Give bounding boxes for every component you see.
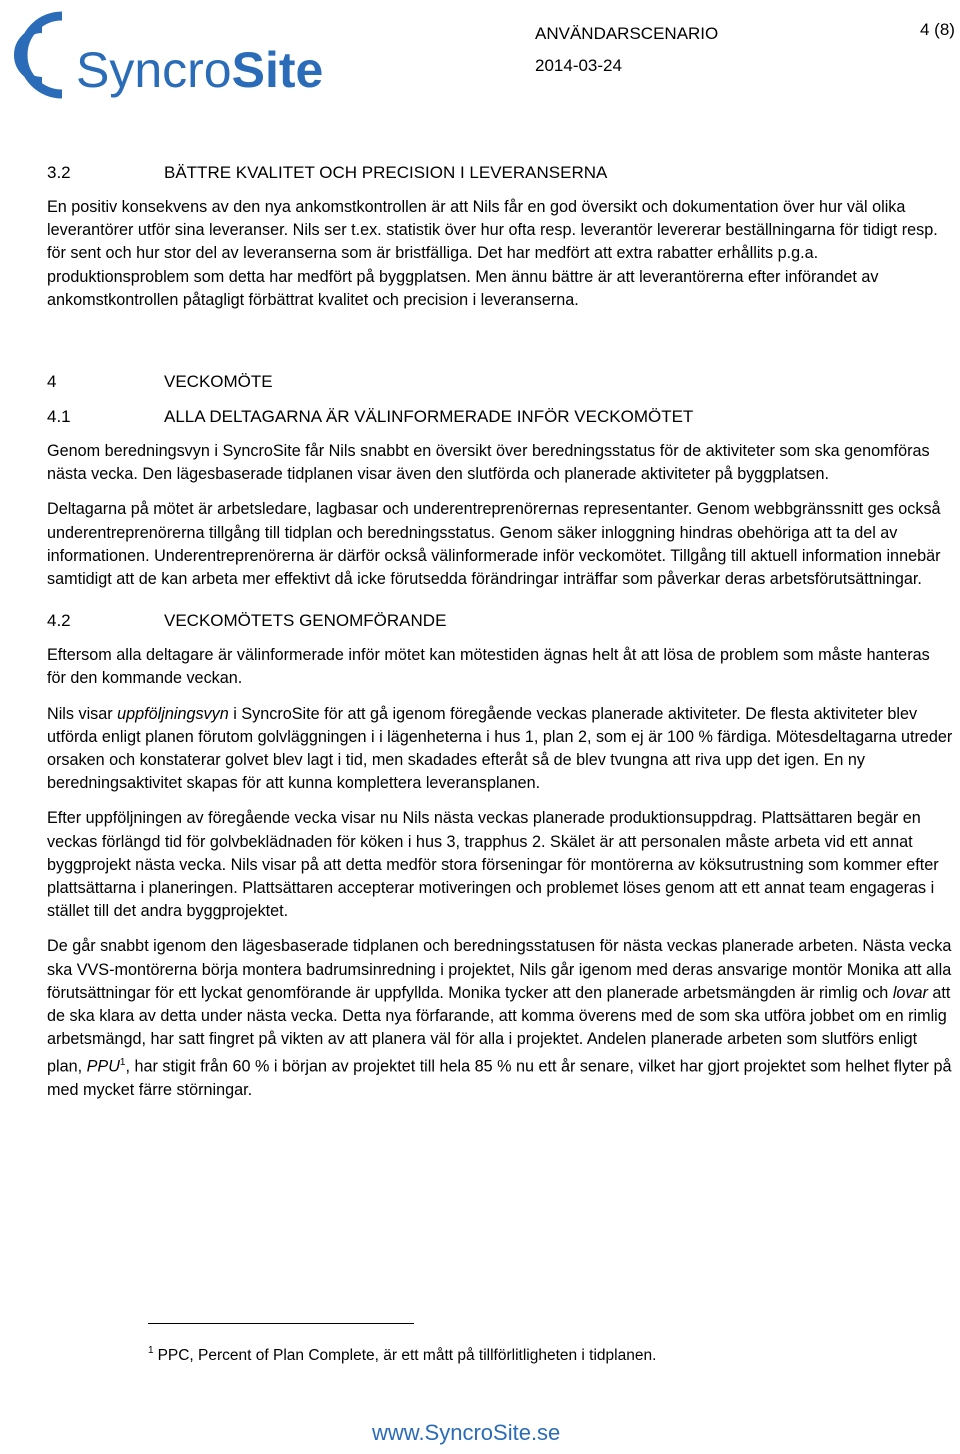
header-meta bbox=[535, 18, 718, 82]
heading-4-2 bbox=[47, 609, 953, 633]
footer-website-link[interactable]: www.SyncroSite.se bbox=[372, 1420, 561, 1445]
document-body bbox=[47, 161, 953, 1102]
footnote-reference[interactable]: 1 bbox=[119, 1057, 126, 1069]
emphasis-text: PPU bbox=[86, 1057, 120, 1076]
page-number: 4 (8) bbox=[920, 20, 955, 39]
syncrosite-logo bbox=[0, 4, 350, 104]
heading-3-2 bbox=[47, 161, 953, 185]
text-run: , har stigit från 60 % i början av projektet till hela 85 % nu ett år senare, vilket har gjort projektet som helhet flyter på med mycket färre störningar. bbox=[47, 1057, 952, 1100]
paragraph: Deltagarna på mötet är arbetsledare, lagbasar och underentreprenörernas representanter. Genom webbgränssnitt ges också underentreprenörerna tillgång till tidplan och beredningsstatus. Genom säker inloggning hindras obehöriga att ta del av informationen. Underentreprenörerna är därför också välinformerade inför veckomötet. Tillgång till aktuell information innebär samtidigt att de kan arbeta mer effektivt då icke förutsedda förändringar inträffar som påverkar deras arbetsförutsättningar. bbox=[47, 500, 941, 589]
svg-text:SyncroSite bbox=[76, 42, 323, 98]
heading-4 bbox=[47, 370, 953, 394]
paragraph bbox=[47, 935, 953, 1102]
doc-date: 2014-03-24 bbox=[535, 56, 622, 75]
logo-text-plain: Syncro bbox=[76, 42, 232, 98]
paragraph: En positiv konsekvens av den nya ankomstkontrollen är att Nils får en god översikt och dokumentation över hur väl olika leverantörer utför sina leveranser. Nils ser t.ex. statistik över hur ofta resp. leverantör levererar beställningarna för tidigt resp. för sent och hur stor del av leveranserna som är bristfälliga. Det har medfört att extra rabatter erhållits p.g.a. produktionsproblem som detta har medfört på byggplatsen. Men ännu bättre är att leverantörerna efter införandet av ankomstkontrollen påtagligt förbättrat kvalitet och precision i leveranserna. bbox=[47, 198, 938, 309]
paragraph: Efter uppföljningen av föregående vecka visar nu Nils nästa veckas planerade produktionsuppdrag. Plattsättaren begär en veckas förlängd tid för golvbeklädnaden för köken i hus 3, trapphus 2. Skälet är att personalen måste arbeta vid ett annat byggprojekt nästa vecka. Nils visar på att detta medför stora förseningar för montörerna av köksutrustning som kommer efter plattsättarna i planeringen. Plattsättaren accepterar motiveringen och problemet löses genom att ett annat team engageras i stället till det andra byggprojektet. bbox=[47, 809, 939, 921]
doc-type: ANVÄNDARSCENARIO bbox=[535, 24, 719, 43]
heading-4-1 bbox=[47, 405, 953, 429]
heading-number: 4.1 bbox=[47, 407, 71, 427]
text-run: De går snabbt igenom den lägesbaserade tidplanen och beredningsstatusen för nästa veckas planerade arbeten. Nästa vecka ska VVS-montörerna börja montera badrumsinredning i projektet, Nils går igenom med deras ansvarige montör Monika att alla förutsättningar för ett lyckat genomförande är uppfyllda. Monika tycker att den planerade arbetsmängden är rimlig och bbox=[47, 937, 952, 1002]
syncrosite-logo-icon bbox=[0, 4, 350, 104]
footnote-number: 1 bbox=[148, 1345, 154, 1356]
emphasis-text: uppföljningsvyn bbox=[117, 704, 229, 723]
footnote bbox=[148, 1340, 656, 1367]
heading-number: 4.2 bbox=[47, 611, 71, 631]
text-run: att de ska klara av detta under nästa vecka. Detta nya förfarande, att komma överens med de som ska utföra jobbet om en rimlig arbetsmängd, har satt fingret på vikten av att planera väl för alla i projektet. Andelen planerade arbeten som slutförs enligt plan, bbox=[47, 983, 951, 1076]
footnote-text: PPC, Percent of Plan Complete, är ett mått på tillförlitligheten i tidplanen. bbox=[157, 1347, 657, 1364]
footnote-separator bbox=[148, 1323, 414, 1324]
paragraph bbox=[47, 703, 953, 796]
heading-title: VECKOMÖTETS GENOMFÖRANDE bbox=[164, 611, 447, 631]
emphasis-text: lovar bbox=[892, 983, 928, 1002]
paragraph: Eftersom alla deltagare är välinformerade inför mötet kan mötestiden ägnas helt åt att lösa de problem som måste hanteras för den kommande veckan. bbox=[47, 646, 930, 688]
heading-number: 3.2 bbox=[47, 163, 71, 182]
heading-title: VECKOMÖTE bbox=[164, 372, 273, 392]
logo-text-bold: Site bbox=[231, 42, 324, 98]
heading-title: BÄTTRE KVALITET OCH PRECISION I LEVERANSERNA bbox=[164, 163, 608, 182]
text-run: i SyncroSite för att gå igenom föregående veckas planerade aktiviteter. De flesta aktiviteter blev utförda enligt planen förutom golvläggningen i i lägenheterna i hus 1, plan 2, som ej är 100 % färdiga. Mötesdeltagarna utreder orsaken och konstaterar golvet blev lagt i tid, men skadades efteråt så de blev tvungna att riva upp det igen. En ny beredningsaktivitet skapas för att kunna komplettera leveransplanen. bbox=[47, 704, 953, 793]
paragraph: Genom beredningsvyn i SyncroSite får Nils snabbt en översikt över beredningsstatus för de aktiviteter som ska genomföras nästa vecka. Den lägesbaserade tidplanen visar även den slutförda och planerade aktiviteter på byggplatsen. bbox=[47, 442, 930, 484]
heading-number: 4 bbox=[47, 372, 57, 392]
text-run: Nils visar bbox=[47, 704, 118, 723]
heading-title: ALLA DELTAGARNA ÄR VÄLINFORMERADE INFÖR VECKOMÖTET bbox=[164, 407, 694, 427]
